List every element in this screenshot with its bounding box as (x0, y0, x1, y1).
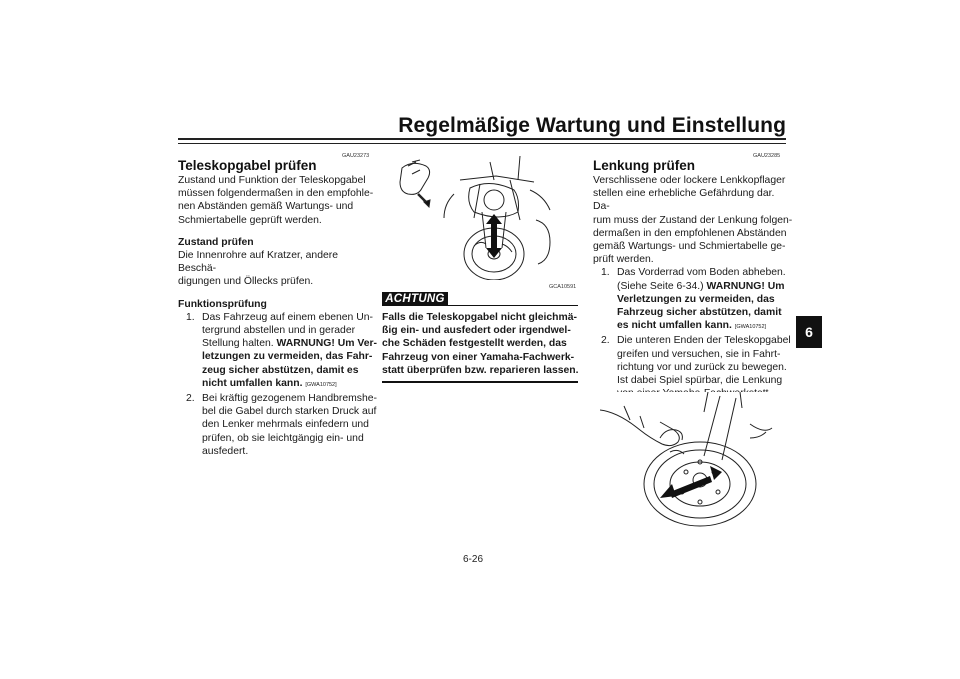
section-title-lenkung: Lenkung prüfen (593, 158, 695, 173)
section-code: GAU23285 (753, 153, 781, 159)
list-item: 2. Die unteren Enden der Teleskopgabel greifen und versuchen, sie in Fahrt- richtung vor und zurück zu bewegen. Ist dabei Spiel spürbar, die Lenkung von einer Yamaha-Fachwerkstatt überprüfen und reparieren lassen. (601, 335, 791, 413)
intro-paragraph: Zustand und Funktion der Teleskopgabel müssen folgendermaßen in den empfohle- nen Abständen gemäß Wartungs- und Schmiertabelle geprüft werden. (178, 175, 374, 226)
column-3-body (593, 174, 793, 414)
achtung-end-rule (382, 381, 578, 383)
zustand-paragraph: Die Innenrohre auf Kratzer, andere Beschä- digungen und Öllecks prüfen. (178, 250, 338, 288)
warning-code: [GWA10752] (305, 381, 337, 388)
list-item: 2. Bei kräftig gezogenem Handbremshe- bel die Gabel durch starken Druck auf den Lenker mehrmals einfedern und prüfen, ob sie leichtgängig ein- und ausfedert. (186, 393, 378, 457)
section-title-teleskopgabel: Teleskopgabel prüfen (178, 158, 317, 173)
section-code: GAU23273 (342, 153, 370, 159)
list-item: 1. Das Vorderrad vom Boden abheben. (Siehe Seite 6-34.) WARNUNG! Um Verletzungen zu vermeiden, das Fahrzeug sicher abstützen, damit es nicht umfallen kann. [GWA10752] (601, 267, 786, 332)
figure-code: GCA10591 (549, 284, 577, 290)
chapter-tab[interactable]: 6 (796, 316, 822, 348)
header-rule (178, 138, 786, 140)
achtung-badge: ACHTUNG (382, 292, 448, 306)
zustand-heading: Zustand prüfen (178, 236, 254, 248)
page-number: 6-26 (463, 554, 484, 565)
funktion-heading: Funktionsprüfung (178, 298, 267, 310)
achtung-text: Falls die Teleskopgabel nicht gleichmä- ßig ein- und ausfedert oder irgendwel- che Schäden festgestellt werden, das Fahrzeug von einer Yamaha-Fachwerk- statt überprüfen bzw. reparieren lassen. (382, 312, 579, 376)
column-1-body (178, 174, 378, 458)
fork-check-illustration (390, 150, 580, 280)
warning-code: [GWA10752] (734, 324, 767, 331)
header-rule-thin (178, 143, 786, 144)
intro-paragraph: Verschlissene oder lockere Lenkkopflager stellen eine erhebliche Gefährdung dar. Da- rum muss der Zustand der Lenkung folgen- dermaßen in den empfohlenen Abständen gemäß Wartungs- und Schmiertabelle ge- prüft werden. (593, 175, 793, 266)
page-header-title: Regelmäßige Wartung und Einstellung (398, 114, 786, 137)
steering-check-illustration (600, 392, 780, 528)
list-item: 1. Das Fahrzeug auf einem ebenen Un- tergrund abstellen und in gerader Stellung halten. WARNUNG! Um Ver- letzungen zu vermeiden, das Fahr- zeug sicher abstützen, damit es nicht umfallen kann. [GWA10752] (186, 311, 377, 389)
achtung-rule (448, 305, 578, 306)
